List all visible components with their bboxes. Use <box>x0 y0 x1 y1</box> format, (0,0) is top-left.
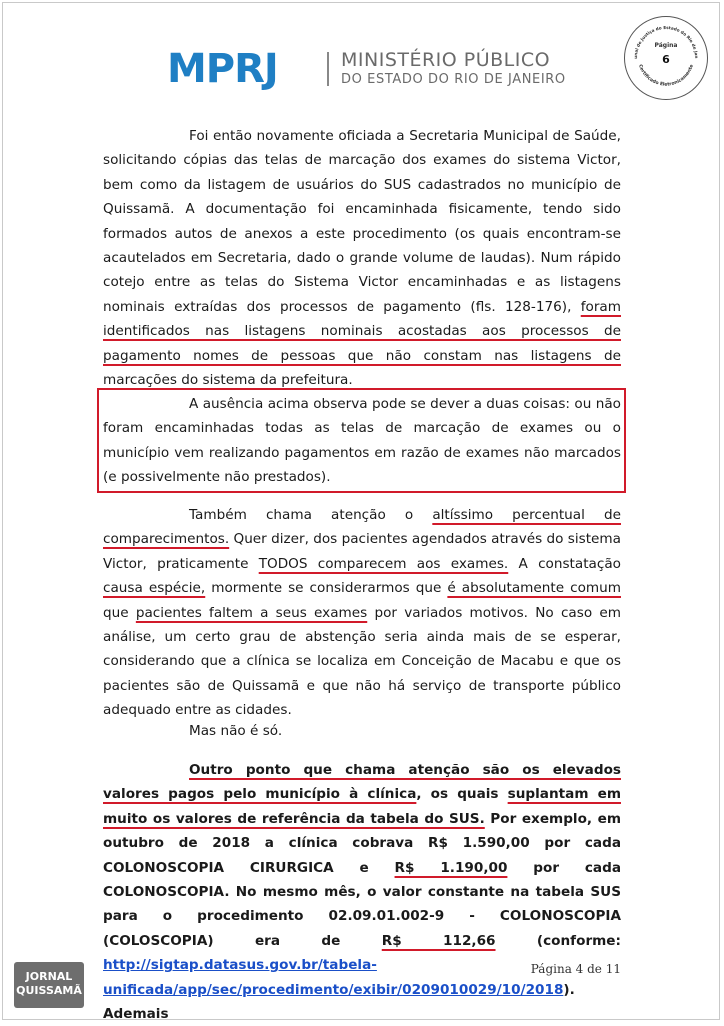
p5-highlight-3: R$ 1.190,00 <box>394 859 508 876</box>
p3-highlight-2: TODOS comparecem aos exames. <box>258 555 509 572</box>
p3-text-1: Também chama atenção o <box>189 507 433 523</box>
svg-text:Certificado Eletronicamente <box>637 64 695 88</box>
sigtap-link[interactable]: http://sigtap.datasus.gov.br/tabela-unificada/app/sec/procedimento/exibir/0209010029/10/2018 <box>103 957 564 998</box>
p5-highlight-2: suplantam em muito os valores de referência da tabela do SUS. <box>103 786 621 827</box>
paragraph-2 <box>103 392 621 490</box>
p3-highlight-1: altíssimo percentual de comparecimentos. <box>103 507 621 548</box>
p3-text-2: Quer dizer, dos pacientes agendados através do sistema Victor, praticamente <box>103 531 621 572</box>
p3-highlight-5: pacientes faltem a seus exames <box>135 604 368 621</box>
p5-text-1: , os quais <box>416 786 508 803</box>
p5-text-5: ). Ademais <box>103 981 575 1023</box>
logo-rj-text: RJ <box>234 46 278 92</box>
logo-mp-text: MP <box>167 46 235 92</box>
seal-arc-bottom-text: Certificado Eletronicamente <box>637 64 695 88</box>
page-seal <box>624 16 708 100</box>
seal-page-number: 6 <box>662 53 670 66</box>
paragraph-1 <box>103 124 621 392</box>
watermark-line1: JORNAL <box>25 970 73 983</box>
paragraph-5 <box>103 758 621 1026</box>
page-footer: Página 4 de 11 <box>530 962 621 976</box>
p5-text-4: (conforme: <box>495 932 621 949</box>
page-header <box>167 48 587 90</box>
p5-text-2: Por exemplo, em outubro de 2018 a clínica cobrava R$ 1.590,00 por cada COLONOSCOPIA CIRURGICA e <box>103 810 622 876</box>
mprj-logo <box>167 48 278 90</box>
p3-text-3: A constatação <box>508 555 621 572</box>
org-name-line1: MINISTÉRIO PÚBLICO <box>341 49 551 71</box>
p4-text: Mas não é só. <box>189 723 283 739</box>
jornal-quissama-watermark <box>14 962 84 1008</box>
logo-divider <box>327 52 329 86</box>
p3-text-5: que <box>103 604 136 621</box>
paragraph-3 <box>103 503 621 723</box>
org-name-line2: DO ESTADO DO RIO DE JANEIRO <box>341 72 566 87</box>
p2-text: A ausência acima observa pode se dever a duas coisas: ou não foram encaminhadas todas as telas de marcação de exames ou o município vem realizando pagamentos em razão de exames não marcados (e possivelmente não prestados). <box>103 396 621 486</box>
p1-highlight: foram identificados nas listagens nominais acostadas aos processos de pagamento nomes de pessoas que não constam nas listagens de marcações do sistema da prefeitura. <box>103 298 621 389</box>
watermark-line2: QUISSAMÃ <box>16 984 82 997</box>
p3-text-6: por variados motivos. No caso em análise, um certo grau de abstenção seria ainda mais de se esperar, considerando que a clínica se localiza em Conceição de Macabu e que os pacientes são de Quissamã e que não há serviço de transporte público adequado entre as cidades. <box>103 604 621 719</box>
p5-highlight-4: R$ 112,66 <box>381 932 496 949</box>
p5-text-3: por cada COLONOSCOPIA. No mesmo mês, o valor constante na tabela SUS para o procedimento 02.09.01.002-9 - COLONOSCOPIA (COLOSCOPIA) era de <box>103 859 622 949</box>
p3-highlight-4: é absolutamente comum <box>447 580 621 597</box>
p1-text: Foi então novamente oficiada a Secretaria Municipal de Saúde, solicitando cópias das telas de marcação dos exames do sistema Victor, bem como da listagem de usuários do SUS cadastrados no município de Quissamã. A documentação foi encaminhada fisicamente, tendo sido formados autos de anexos a este procedimento (os quais encontram-se acautelados em Secretaria, dado o grande volume de laudas). Num rápido cotejo entre as telas do Sistema Victor encaminhadas e as listagens nominais extraídas dos processos de pagamento (fls. 128-176), <box>103 128 621 315</box>
p3-highlight-3: causa espécie, <box>103 580 206 597</box>
paragraph-4 <box>103 719 621 743</box>
seal-label: Página <box>654 42 678 49</box>
p5-highlight-1: Outro ponto que chama atenção são os elevados valores pagos pelo município à clínica <box>103 762 621 803</box>
p3-text-4: mormente se considerarmos que <box>205 580 448 597</box>
seal-arc-top-text: unal de Justiça do Estado do Rio de Jan <box>632 24 700 59</box>
